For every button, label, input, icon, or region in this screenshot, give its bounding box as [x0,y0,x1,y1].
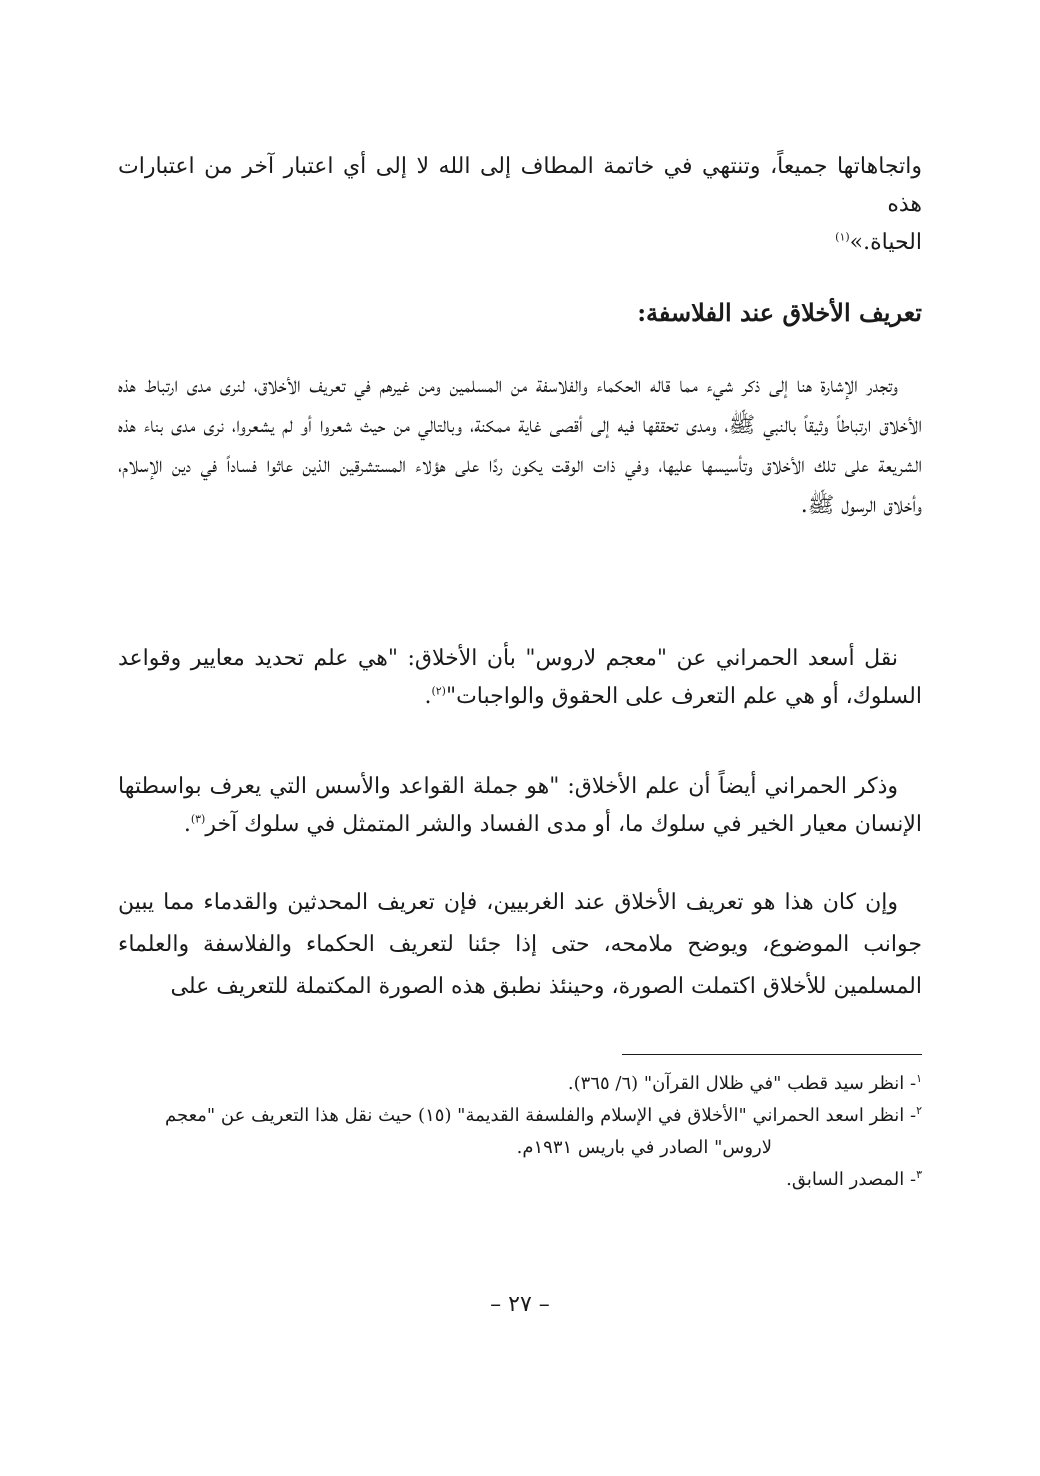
paragraph-text: وذكر الحمراني أيضاً أن علم الأخلاق: "هو جملة القواعد والأسس التي يعرف بواسطتها الإنسان معيار الخير في سلوك ما، أو مدى الفساد والشر المتمثل في سلوك آخر [118,774,922,837]
footnote-marker: (٢) [431,684,446,698]
footnote-3 [118,1164,922,1196]
footnote-number: ٢ [916,1104,922,1117]
footnote-text: - انظر سيد قطب "في ظلال القرآن" (٦/ ٣٦٥). [567,1073,917,1094]
paragraph-3 [118,768,922,844]
footnote-1 [118,1068,922,1100]
paragraph-text: وإن كان هذا هو تعريف الأخلاق عند الغربيين، فإن تعريف المحدثين والقدماء مما يبين جوانب الموضوع، ويوضح ملامحه، حتى إذا جئنا لتعريف الحكماء والفلاسفة والعلماء المسلمين للأخلاق اكتملت الصورة، وحينئذ نطبق هذه الصورة المكتملة للتعريف على [118,890,922,999]
paragraph-text: وتجدر الإشارة هنا إلى ذكر شيء مما قاله الحكماء والفلاسفة من المسلمين ومن غيرهم في تعريف الأخلاق، لنرى مدى ارتباط هذه الأخلاق ارتباطاً وثيقاً بالنبي ﷺ، ومدى تحققها فيه إلى أقصى غاية ممكنة، وبالتالي من حيث شعروا أو لم يشعروا، نرى مدى بناء هذه الشريعة على تلك الأخلاق وتأسيسها عليها، وفي ذات الوقت يكون ردًا على هؤلاء المستشرقين الذين عاثوا فساداً في دين الإسلام، وأخلاق الرسول ﷺ. [118,373,922,518]
paragraph-2 [118,640,922,716]
paragraph-text: نقل أسعد الحمراني عن "معجم لاروس" بأن الأخلاق: "هي علم تحديد معايير وقواعد السلوك، أو هي علم التعرف على الحقوق والواجبات" [118,646,922,709]
paragraph-continuation [118,148,922,262]
footnote-marker: (٣) [190,812,206,826]
footnote-separator [622,1054,922,1055]
paragraph-1 [118,366,922,526]
footnote-number: ١ [916,1072,922,1085]
footnote-marker: (١) [835,230,850,244]
footnote-2 [118,1100,922,1164]
section-heading: تعريف الأخلاق عند الفلاسفة: [637,298,922,327]
paragraph-4 [118,882,922,1008]
footnote-text: - المصدر السابق. [786,1169,917,1190]
paragraph-line: الحياة.» [849,230,922,255]
footnote-continuation: لاروس" الصادر في باريس ١٩٣١م. [516,1137,772,1158]
page-number: – ٢٧ – [490,1292,550,1317]
footnotes [118,1068,922,1196]
footnote-text: - انظر اسعد الحمراني "الأخلاق في الإسلام والفلسفة القديمة" (١٥) حيث نقل هذا التعريف عن "معجم [164,1105,917,1126]
paragraph-line: واتجاهاتها جميعاً، وتنتهي في خاتمة المطاف إلى الله لا إلى أي اعتبار آخر من اعتبارات هذه [118,154,922,217]
paragraph-end: . [183,812,191,837]
footnote-number: ٣ [916,1168,922,1181]
paragraph-end: . [424,684,432,709]
